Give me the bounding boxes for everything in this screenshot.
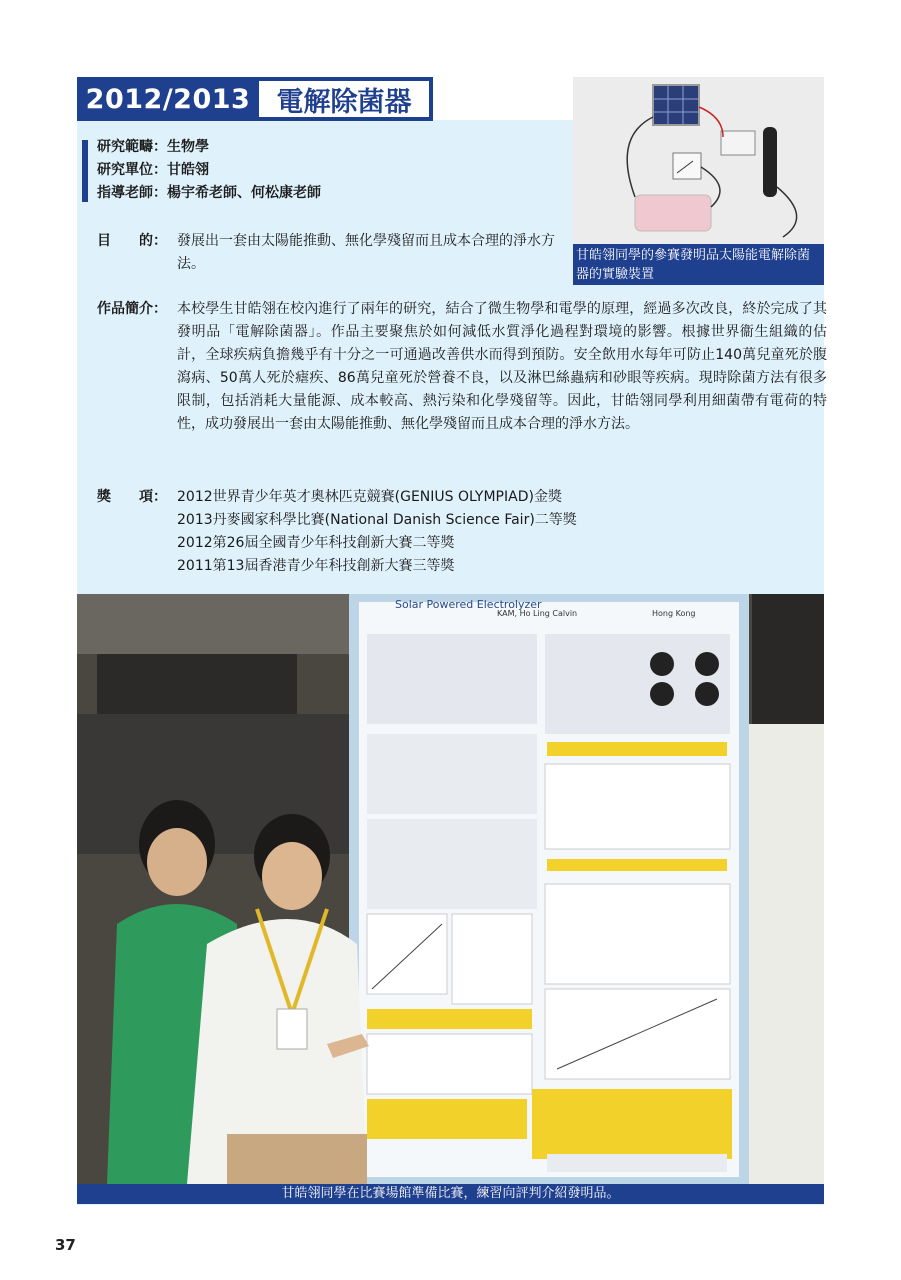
award-item: 2013丹麥國家科學比賽(National Danish Science Fair)二等獎 [177, 512, 577, 528]
experiment-illustration [573, 77, 824, 244]
research-unit: 研究單位：甘皓翎 [97, 162, 209, 178]
competition-illustration [77, 594, 824, 1184]
intro-label: 作品簡介： [97, 301, 167, 317]
purpose-text: 發展出一套由太陽能推動、無化學殘留而且成本合理的淨水方法。 [177, 233, 555, 272]
award-item: 2011第13屆香港青少年科技創新大賽三等獎 [177, 558, 455, 574]
poster-author: KAM, Ho Ling Calvin [497, 609, 578, 618]
experiment-photo-caption: 甘皓翎同學的參賽發明品太陽能電解除菌器的實驗裝置 [573, 244, 824, 285]
competition-photo-caption: 甘皓翎同學在比賽場館準備比賽，練習向評判介紹發明品。 [77, 1184, 824, 1204]
competition-photo [77, 594, 824, 1184]
title-bar [77, 77, 433, 121]
purpose-label: 目 的： [97, 233, 167, 249]
awards-label: 獎 項： [97, 489, 167, 505]
intro-text: 本校學生甘皓翎在校內進行了兩年的研究，結合了微生物學和電學的原理，經過多次改良，終於完成了其發明品「電解除菌器」。作品主要聚焦於如何減低水質淨化過程對環境的影響。根據世界衞生組織的估計，全球疾病負擔幾乎有十分之一可通過改善供水而得到預防。安全飲用水每年可防止140萬兒童死於腹瀉病、50萬人死於瘧疾、86萬兒童死於營養不良，以及淋巴絲蟲病和砂眼等疾病。現時除菌方法有很多限制，包括消耗大量能源、成本較高、熱污染和化學殘留等。因此，甘皓翎同學利用細菌帶有電荷的特性，成功發展出一套由太陽能推動、無化學殘留而且成本合理的淨水方法。 [177, 301, 827, 432]
page-number: 37 [55, 1236, 76, 1254]
title-year: 2012/2013 [85, 83, 251, 115]
meta-accent-bar [82, 140, 88, 202]
poster-title: Solar Powered Electrolyzer [395, 598, 542, 611]
project-title: 電解除菌器 [259, 81, 429, 117]
research-scope: 研究範疇：生物學 [97, 139, 209, 155]
supervising-teachers: 指導老師：楊宇希老師、何松康老師 [97, 185, 321, 201]
experiment-photo [573, 77, 824, 285]
project-meta [97, 136, 321, 205]
award-item: 2012第26屆全國青少年科技創新大賽二等獎 [177, 535, 455, 551]
poster-region: Hong Kong [652, 609, 696, 618]
awards-list [177, 486, 577, 578]
award-item: 2012世界青少年英才奧林匹克競賽(GENIUS OLYMPIAD)金獎 [177, 489, 562, 505]
